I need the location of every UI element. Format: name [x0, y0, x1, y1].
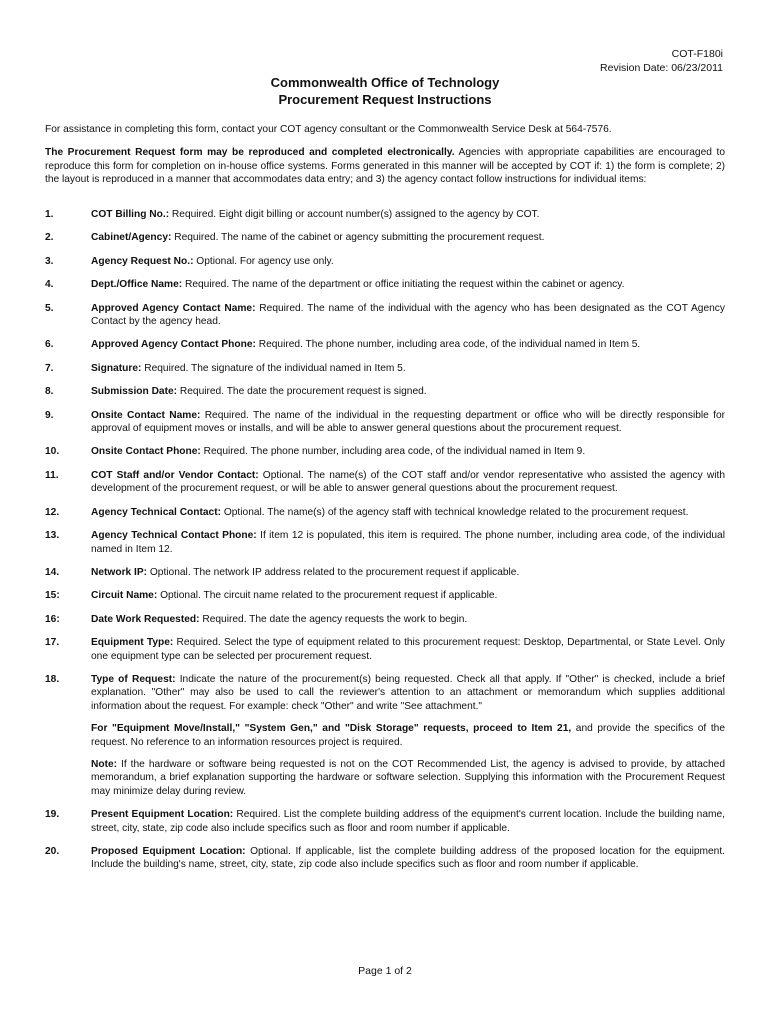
instruction-item — [45, 845, 725, 872]
item-body — [91, 385, 725, 398]
instruction-item — [45, 338, 725, 351]
item-note-text: If the hardware or software being requested is not on the COT Recommended List, the agency is advised to provide, by attached memorandum, a brief explanation supporting the hardware or software selection. Supplying this information with the Procurement Request may minimize delay during review. — [91, 758, 725, 797]
instruction-item — [45, 445, 725, 458]
item-text: Required. The name of the cabinet or agency submitting the procurement request. — [171, 232, 545, 244]
instruction-item — [45, 278, 725, 291]
item-paragraph — [91, 255, 725, 268]
instruction-item — [45, 529, 725, 556]
item-text: Optional. The circuit name related to the procurement request if applicable. — [157, 590, 498, 602]
item-number: 3. — [45, 255, 54, 267]
item-number: 2. — [45, 232, 54, 244]
reproduction-paragraph — [45, 146, 725, 186]
instruction-item — [45, 255, 725, 268]
item-term: Proposed Equipment Location: — [91, 846, 246, 857]
item-note-label: Note: — [91, 758, 118, 770]
item-paragraph — [91, 445, 725, 458]
item-body — [91, 255, 725, 268]
item-paragraph — [91, 808, 725, 835]
instruction-item — [45, 636, 725, 663]
item-paragraph — [91, 302, 725, 329]
item-body — [91, 409, 725, 436]
title-line-2: Procurement Request Instructions — [278, 92, 492, 107]
item-text: Required. The name of the individual in the requesting department or office who will be directly responsible for approval of equipment moves or installs, and will be able to answer general questions about the procurement request. — [91, 409, 725, 435]
item-number: 4. — [45, 279, 54, 291]
item-number: 19. — [45, 809, 60, 821]
item-body — [91, 208, 725, 221]
item-term: Type of Request: — [91, 673, 176, 685]
reproduction-bold: The Procurement Request form may be reproduced and completed electronically. — [45, 147, 455, 159]
assistance-paragraph: For assistance in completing this form, contact your COT agency consultant or the Commonwealth Service Desk at 564-7576. — [45, 124, 612, 135]
item-body — [91, 529, 725, 556]
item-note — [91, 758, 725, 798]
item-paragraph — [91, 338, 725, 351]
item-body — [91, 302, 725, 329]
item-text: Required. The date the procurement request is signed. — [177, 386, 427, 398]
instruction-item — [45, 808, 725, 835]
item-text: Required. List the complete building address of the equipment's current location. Include the building name, street, city, state, zip code also include specifics such as floor and room number if applicable. — [91, 809, 725, 834]
item-text: If item 12 is populated, this item is required. The phone number, including area code, of the individual named in Item 12. — [91, 530, 725, 555]
item-paragraph — [91, 362, 725, 375]
item-paragraph — [91, 469, 725, 496]
instruction-item — [45, 231, 725, 244]
item-number: 20. — [45, 846, 60, 857]
form-id: COT-F180i — [671, 48, 723, 60]
instruction-item — [45, 566, 725, 579]
item-number: 17. — [45, 637, 60, 649]
item-term: Date Work Requested: — [91, 613, 200, 625]
item-paragraph — [91, 673, 725, 713]
item-paragraph — [91, 278, 725, 291]
item-text: Optional. For agency use only. — [193, 255, 334, 267]
item-paragraph — [91, 636, 725, 663]
item-term: Onsite Contact Name: — [91, 409, 201, 421]
item-term: Signature: — [91, 362, 142, 374]
instruction-item — [45, 409, 725, 436]
item-number: 11. — [45, 469, 59, 481]
item-paragraph-2-bold: For "Equipment Move/Install," "System Gen," and "Disk Storage" requests, proceed to Item 21, — [91, 723, 572, 735]
reproduction-text: Agencies with appropriate capabilities are encouraged to reproduce this form for completion on in-house office systems. Forms generated in this manner will be accepted by COT if: 1) the form is complete; 2) the layout is reproduced in a manner that accommodates data entry; and 3) the agency contact follow instructions for individual items: — [45, 147, 725, 186]
item-body — [91, 231, 725, 244]
title-line-1: Commonwealth Office of Technology — [270, 75, 500, 90]
item-body — [91, 808, 725, 835]
item-body — [91, 362, 725, 375]
item-term: Submission Date: — [91, 386, 178, 398]
item-number: 12. — [45, 506, 60, 518]
item-text: Optional. If applicable, list the complete building address of the proposed location for the equipment. Include the building's name, street, city, state, zip code also include specifics such as floor and room number if applicable. — [91, 846, 725, 871]
item-text: Required. The name of the individual with the agency who has been designated as the COT Agency Contact by the agency head. — [91, 302, 725, 328]
instruction-item — [45, 469, 725, 496]
instruction-item — [45, 613, 725, 626]
item-number: 9. — [45, 409, 54, 421]
item-term: Cabinet/Agency: — [91, 232, 172, 244]
item-text: Optional. The network IP address related to the procurement request if applicable. — [147, 566, 520, 578]
item-text: Required. The phone number, including area code, of the individual named in Item 9. — [200, 446, 586, 458]
item-body — [91, 469, 725, 496]
item-paragraph — [91, 409, 725, 436]
item-text: Optional. The name(s) of the agency staff with technical knowledge related to the procurement request. — [221, 506, 689, 518]
item-term: COT Billing No.: — [91, 209, 170, 220]
item-term: Agency Request No.: — [91, 255, 194, 267]
item-text: Required. The signature of the individual named in Item 5. — [141, 362, 406, 374]
item-paragraph-2 — [91, 722, 725, 749]
item-number: 13. — [45, 530, 60, 542]
item-number: 5. — [45, 302, 54, 314]
intro-section — [45, 123, 725, 197]
item-body — [91, 506, 725, 519]
item-paragraph-2-text: and provide the specifics of the request. No reference to an information resources project is required. — [91, 723, 725, 748]
item-text: Required. Select the type of equipment related to this procurement request: Desktop, Departmental, or State Level. Only one equipment type can be selected per procurement request. — [91, 637, 725, 662]
item-body — [91, 566, 725, 579]
instruction-item — [45, 589, 725, 602]
instruction-item — [45, 673, 725, 798]
item-number: 7. — [45, 362, 54, 374]
item-term: Equipment Type: — [91, 637, 174, 649]
item-paragraph — [91, 613, 725, 626]
instruction-item — [45, 385, 725, 398]
item-body — [91, 613, 725, 626]
item-paragraph — [91, 566, 725, 579]
instruction-list — [45, 208, 725, 882]
document-header — [600, 47, 723, 75]
item-text: Optional. The name(s) of the COT staff and/or vendor representative who assisted the agency with development of the procurement request, or will be able to answer general questions about the procurement request. — [91, 469, 725, 495]
instruction-item — [45, 302, 725, 329]
item-number: 14. — [45, 566, 60, 578]
item-term: Onsite Contact Phone: — [91, 446, 201, 458]
item-text: Required. The phone number, including area code, of the individual named in Item 5. — [255, 339, 641, 351]
item-term: COT Staff and/or Vendor Contact: — [91, 469, 259, 481]
item-number: 15: — [45, 590, 60, 602]
item-term: Present Equipment Location: — [91, 809, 234, 821]
item-term: Agency Technical Contact Phone: — [91, 530, 257, 542]
item-text: Required. The date the agency requests the work to begin. — [199, 613, 468, 625]
item-number: 10. — [45, 446, 60, 458]
item-number: 8. — [45, 386, 54, 398]
instruction-item — [45, 208, 725, 221]
revision-date: Revision Date: 06/23/2011 — [600, 62, 723, 74]
item-paragraph — [91, 529, 725, 556]
item-term: Circuit Name: — [91, 590, 158, 602]
item-term: Approved Agency Contact Phone: — [91, 339, 256, 351]
item-term: Dept./Office Name: — [91, 279, 183, 291]
document-title — [0, 74, 770, 108]
item-paragraph — [91, 385, 725, 398]
item-number: 1. — [45, 209, 54, 220]
item-paragraph — [91, 845, 725, 872]
item-number: 18. — [45, 673, 60, 685]
instruction-item — [45, 362, 725, 375]
item-text: Required. Eight digit billing or account number(s) assigned to the agency by COT. — [169, 209, 540, 220]
item-number: 6. — [45, 339, 54, 351]
item-paragraph — [91, 208, 725, 221]
item-text: Required. The name of the department or office initiating the request within the cabinet or agency. — [182, 279, 625, 291]
instruction-item — [45, 506, 725, 519]
item-text: Indicate the nature of the procurement(s) being requested. Check all that apply. If "Other" is checked, include a brief explanation. "Other" may also be used to call the reviewer's attention to an attachment or memorandum which supplies additional information about the request. For example: check "Other" and write "See attachment." — [91, 673, 725, 712]
item-paragraph — [91, 589, 725, 602]
item-body — [91, 278, 725, 291]
item-number: 16: — [45, 613, 60, 625]
page-footer — [0, 965, 770, 977]
item-body — [91, 589, 725, 602]
item-paragraph — [91, 506, 725, 519]
item-body — [91, 636, 725, 663]
item-term: Network IP: — [91, 566, 148, 578]
item-body — [91, 845, 725, 872]
page-number: Page 1 of 2 — [358, 965, 412, 977]
item-body — [91, 338, 725, 351]
item-body — [91, 445, 725, 458]
item-paragraph — [91, 231, 725, 244]
item-term: Approved Agency Contact Name: — [91, 302, 256, 314]
item-body — [91, 673, 725, 798]
item-term: Agency Technical Contact: — [91, 506, 222, 518]
